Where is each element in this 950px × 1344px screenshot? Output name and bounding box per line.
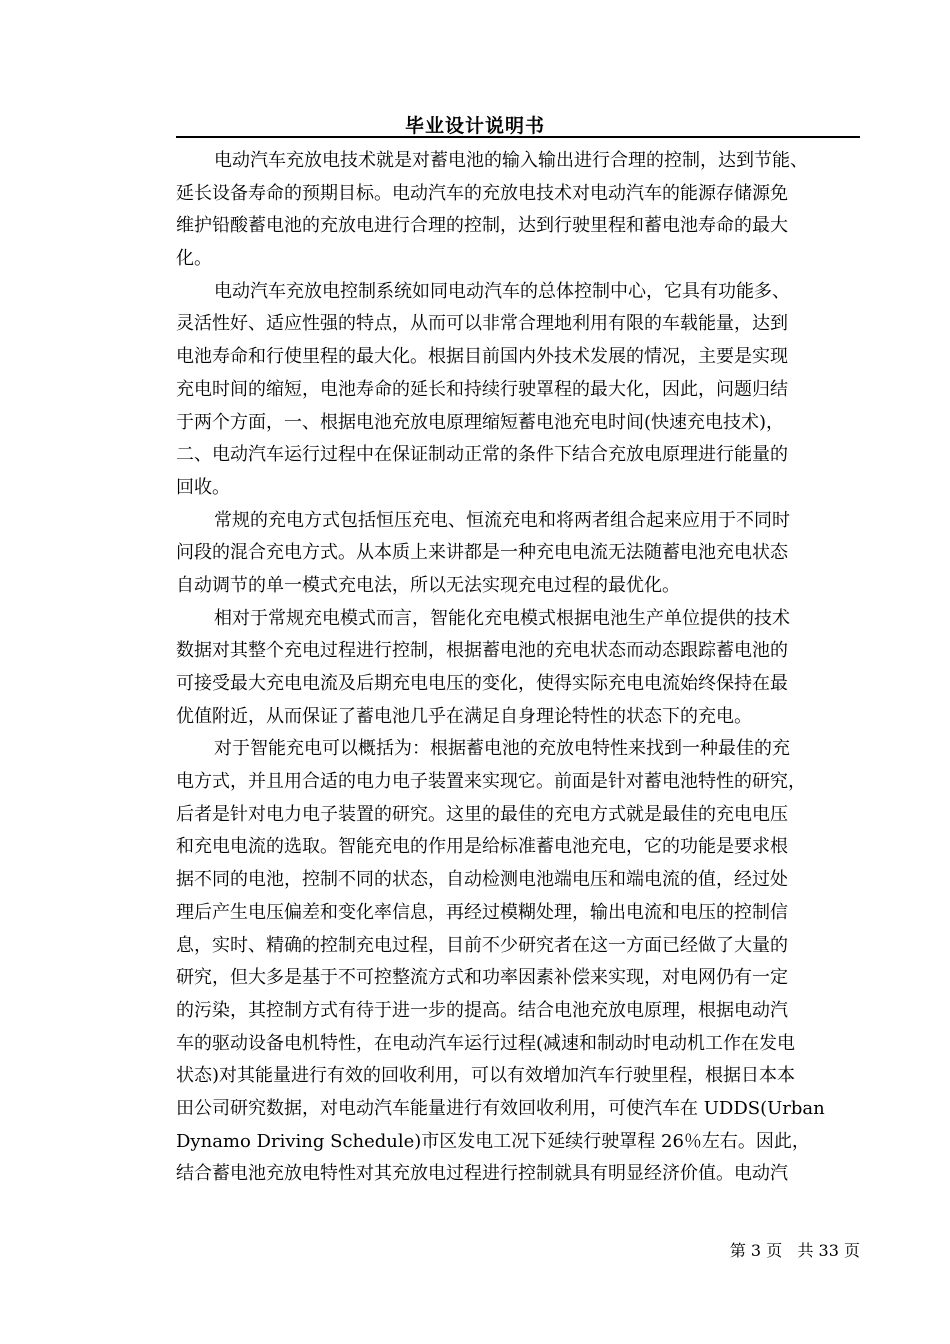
page-number-footer: 第 3 页 共 33 页 [729,1241,860,1260]
text-line: 对于智能充电可以概括为：根据蓄电池的充放电特性来找到一种最佳的充 [214,738,790,760]
text-line: 可接受最大充电电流及后期充电电压的变化，使得实际充电电流始终保持在最 [176,673,788,694]
text-line: Dynamo Driving Schedule)市区发电工况下延续行驶罩程 26％左右。因此， [176,1130,810,1152]
text-line: 充电时间的缩短，电池寿命的延长和持续行驶罩程的最大化，因此，问题归结 [176,378,788,400]
text-line: 灵活性好、适应性强的特点，从而可以非常合理地利用有限的车载能量，达到 [176,313,788,335]
text-line: 回收。 [176,476,230,498]
text-line: 相对于常规充电模式而言，智能化充电模式根据电池生产单位提供的技术 [214,607,790,629]
text-line: 常规的充电方式包括恒压充电、恒流充电和将两者组合起来应用于不同时 [214,509,790,531]
text-line: 电动汽车充放电控制系统如同电动汽车的总体控制中心，它具有功能多、 [214,280,790,302]
text-line: 数据对其整个充电过程进行控制，根据蓄电池的充电状态而动态跟踪蓄电池的 [176,640,788,662]
text-line: 二、电动汽车运行过程中在保证制动正常的条件下结合充放电原理进行能量的 [176,444,788,466]
text-line: 电池寿命和行使里程的最大化。根据目前国内外技术发展的情况，主要是实现 [176,346,788,368]
text-line: 息，实时、精确的控制充电过程，目前不少研究者在这一方面已经做了大量的 [176,934,788,956]
text-line: 电方式，并且用合适的电力电子装置来实现它。前面是针对蓄电池特性的研究， [176,771,806,793]
text-line: 优值附近，从而保证了蓄电池几乎在满足自身理论特性的状态下的充电。 [176,705,752,727]
text-line: 状态)对其能量进行有效的回收利用，可以有效增加汽车行驶里程，根据日本本 [176,1065,796,1087]
text-line: 电动汽车充放电技术就是对蓄电池的输入输出进行合理的控制，达到节能、 [214,150,808,171]
text-line: 的污染，其控制方式有待于进一步的提高。结合电池充放电原理，根据电动汽 [176,999,788,1021]
text-line: 于两个方面，一、根据电池充放电原理缩短蓄电池充电时间(快速充电技术)， [176,411,785,433]
header-title: 毕业设计说明书 [404,115,545,137]
text-line: 研究，但大多是基于不可控整流方式和功率因素补偿来实现，对电网仍有一定 [176,967,788,989]
text-line: 结合蓄电池充放电特性对其充放电过程进行控制就具有明显经济价值。电动汽 [176,1163,788,1185]
text-line: 后者是针对电力电子装置的研究。这里的最佳的充电方式就是最佳的充电电压 [176,803,788,825]
text-line: 车的驱动设备电机特性，在电动汽车运行过程(减速和制动时电动机工作在发电 [176,1032,796,1054]
body-text [176,145,860,1191]
text-line: 化。 [176,248,212,270]
text-line: 自动调节的单一模式充电法，所以无法实现充电过程的最优化。 [176,574,680,596]
header-rule [176,136,860,138]
text-line: 延长设备寿命的预期目标。电动汽车的充放电技术对电动汽车的能源存储源免 [176,182,788,204]
text-line: 维护铅酸蓄电池的充放电进行合理的控制，达到行驶里程和蓄电池寿命的最大 [176,215,788,237]
text-line: 和充电电流的选取。智能充电的作用是给标准蓄电池充电，它的功能是要求根 [176,836,788,858]
text-line: 问段的混合充电方式。从本质上来讲都是一种充电电流无法随蓄电池充电状态 [176,542,788,564]
text-line: 据不同的电池，控制不同的状态，自动检测电池端电压和端电流的值，经过处 [176,869,788,891]
text-line: 理后产生电压偏差和变化率信息，再经过模糊处理，输出电流和电压的控制信 [176,901,788,923]
text-line: 田公司研究数据，对电动汽车能量进行有效回收利用，可使汽车在 UDDS(Urban [176,1097,825,1119]
